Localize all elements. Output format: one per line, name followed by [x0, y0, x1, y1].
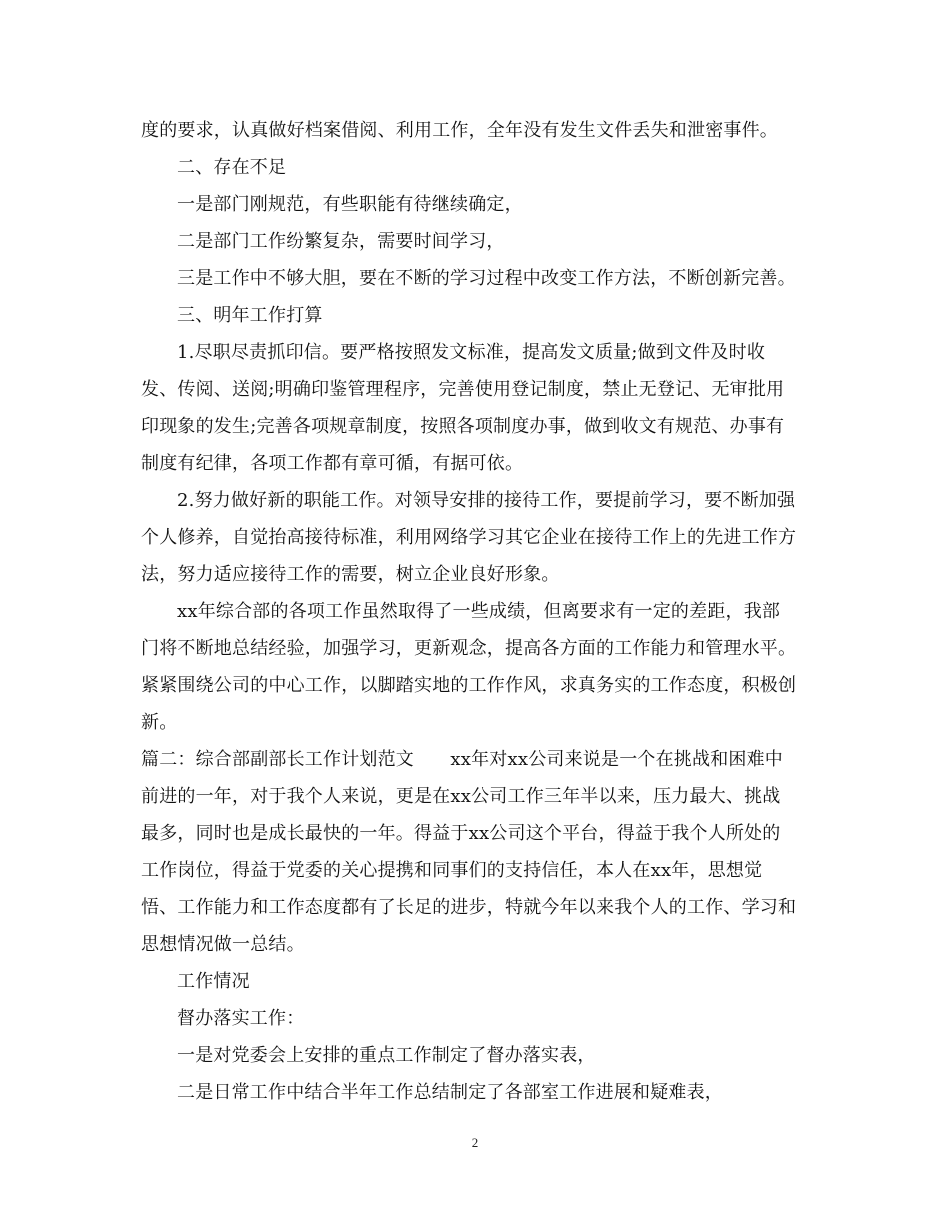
- text-line: 个人修养，自觉抬高接待标准，利用网络学习其它企业在接待工作上的先进工作方: [141, 527, 797, 548]
- text-line: 最多，同时也是成长最快的一年。得益于xx公司这个平台，得益于我个人所处的: [141, 823, 781, 844]
- text-line: 新。: [141, 712, 178, 733]
- text-line: 工作岗位，得益于党委的关心提携和同事们的支持信任，本人在xx年，思想觉: [141, 860, 763, 881]
- text-line: 印现象的发生;完善各项规章制度，按照各项制度办事，做到收文有规范、办事有: [141, 416, 785, 437]
- text-line: 2.努力做好新的职能工作。对领导安排的接待工作，要提前学习，要不断加强: [177, 490, 796, 511]
- text-line: 一是对党委会上安排的重点工作制定了督办落实表，: [177, 1045, 596, 1066]
- text-line: 篇二：综合部副部长工作计划范文 xx年对xx公司来说是一个在挑战和困难中: [141, 749, 784, 770]
- text-line: 二是日常工作中结合半年工作总结制定了各部室工作进展和疑难表，: [177, 1082, 723, 1103]
- text-line: 制度有纪律，各项工作都有章可循，有据可依。: [141, 453, 524, 474]
- text-line: 紧紧围绕公司的中心工作，以脚踏实地的工作作风，求真务实的工作态度，积极创: [141, 675, 797, 696]
- text-line: 二是部门工作纷繁复杂，需要时间学习，: [177, 231, 505, 252]
- text-line: 1.尽职尽责抓印信。要严格按照发文标准，提高发文质量;做到文件及时收: [177, 342, 766, 363]
- text-line: 悟、工作能力和工作态度都有了长足的进步，特就今年以来我个人的工作、学习和: [141, 897, 797, 918]
- text-line: 思想情况做一总结。: [141, 934, 305, 955]
- text-line: 度的要求，认真做好档案借阅、利用工作，全年没有发生文件丢失和泄密事件。: [141, 120, 778, 141]
- text-line: 一是部门刚规范，有些职能有待继续确定，: [177, 194, 523, 215]
- text-line: xx年综合部的各项工作虽然取得了一些成绩，但离要求有一定的差距，我部: [177, 601, 781, 622]
- text-line: 三是工作中不够大胆，要在不断的学习过程中改变工作方法，不断创新完善。: [177, 268, 796, 289]
- section-heading-work-status: 工作情况: [177, 971, 250, 992]
- text-line: 前进的一年，对于我个人来说，更是在xx公司工作三年半以来，压力最大、挑战: [141, 786, 781, 807]
- section-heading-shortcomings: 二、存在不足: [177, 157, 287, 178]
- text-line: 督办落实工作：: [177, 1008, 305, 1029]
- document-body: [141, 112, 811, 1111]
- text-line: 门将不断地总结经验，加强学习，更新观念，提高各方面的工作能力和管理水平。: [141, 638, 797, 659]
- page-number: 2: [471, 1135, 479, 1150]
- text-line: 发、传阅、送阅;明确印鉴管理程序，完善使用登记制度，禁止无登记、无审批用: [141, 379, 785, 400]
- section-heading-next-year-plan: 三、明年工作打算: [177, 305, 323, 326]
- text-line: 法，努力适应接待工作的需要，树立企业良好形象。: [141, 564, 560, 585]
